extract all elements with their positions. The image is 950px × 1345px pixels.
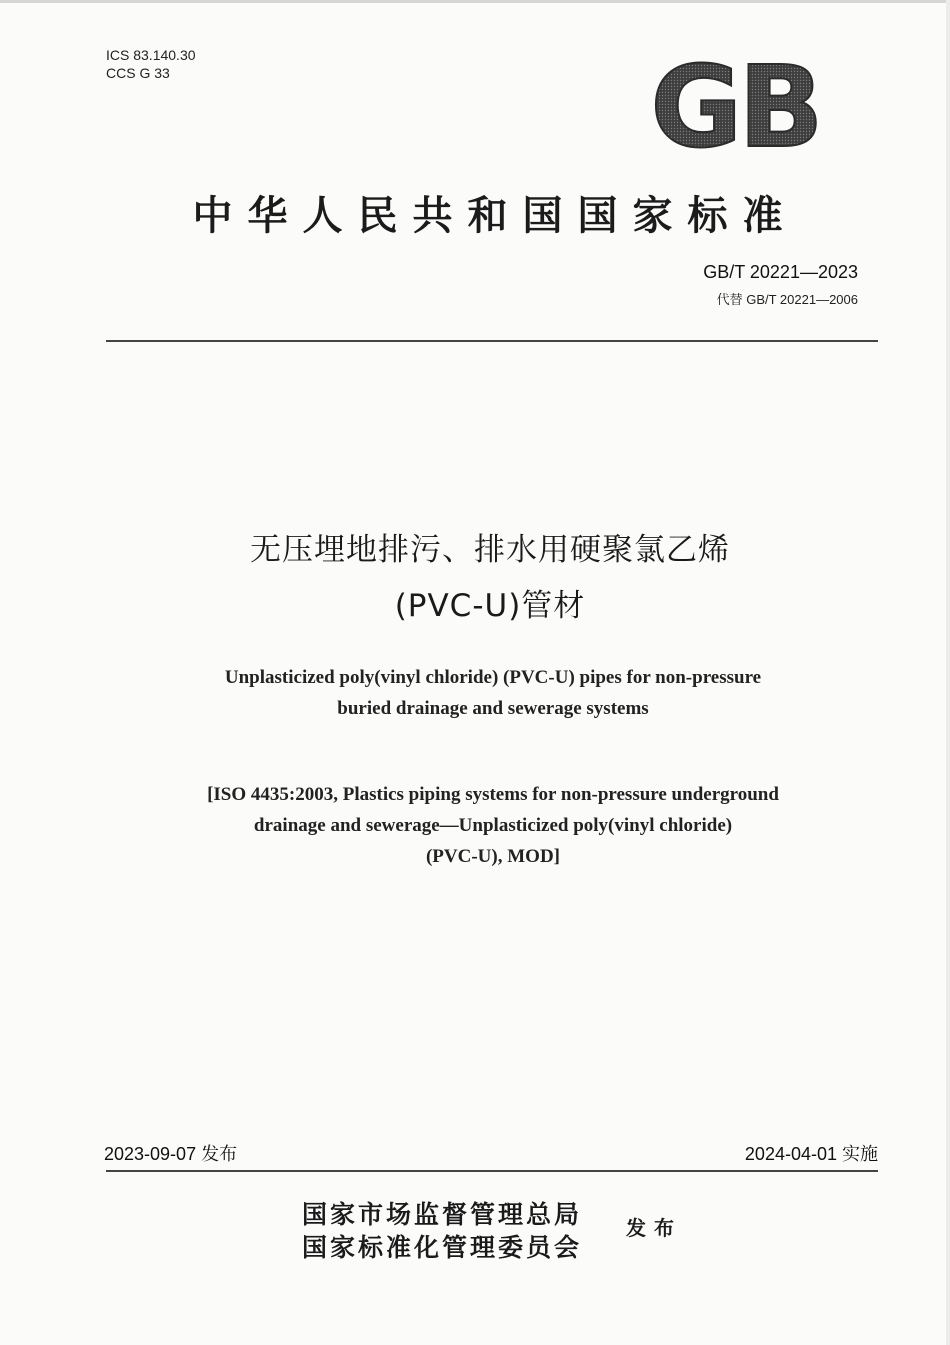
publish-label: 发布 [626,1216,682,1240]
chinese-title [0,522,950,634]
footer-divider [106,1170,878,1172]
gb-logo-text: GB [650,58,820,154]
publisher-samr: 国家市场监督管理总局 [302,1200,583,1229]
implementation-date: 2024-04-01 实施 [744,1144,878,1164]
national-standard-title: 中华人民共和国国家标准 [192,193,798,239]
iso-reference-line-2: drainage and sewerage—Unplasticized poly(vinyl chloride) [253,815,733,836]
chinese-title-line-1: 无压埋地排污、排水用硬聚氯乙烯 [250,532,730,568]
english-title-line-1: Unplasticized poly(vinyl chloride) (PVC-U) pipes for non-pressure [224,667,762,688]
english-title [0,662,950,724]
standard-number: GB/T 20221—2023 [703,262,858,282]
classification-codes [106,46,196,82]
issue-date: 2023-09-07 发布 [104,1144,238,1164]
publisher-sac: 国家标准化管理委员会 [302,1233,583,1262]
chinese-title-line-2: (PVC-U)管材 [394,588,586,624]
header-divider [106,340,878,342]
ics-code: ICS 83.140.30 [106,47,196,63]
english-title-line-2: buried drainage and sewerage systems [337,698,649,719]
standard-number-block [703,262,858,308]
iso-reference [0,779,950,872]
gb-logo [640,58,830,154]
iso-reference-line-1: [ISO 4435:2003, Plastics piping systems for non-pressure underground [207,784,779,805]
scan-edge [0,0,950,3]
iso-reference-line-3: (PVC-U), MOD] [425,846,560,867]
replaces-standard: 代替 GB/T 20221—2006 [716,292,858,307]
publishing-authorities [302,1198,582,1264]
ccs-code: CCS G 33 [106,65,170,81]
